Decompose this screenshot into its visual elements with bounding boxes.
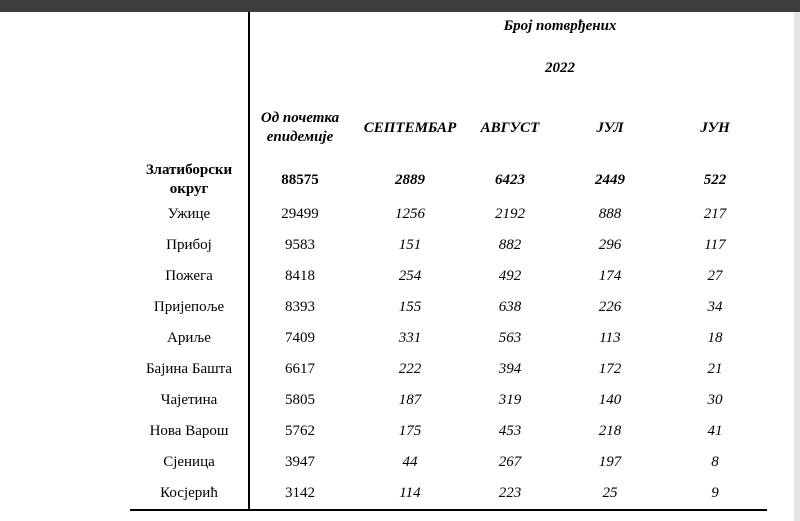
- row-total: 29499: [281, 205, 319, 222]
- header-month-3: ЈУЛ: [596, 119, 624, 136]
- district-name: Златиборски округ: [145, 162, 233, 197]
- header-month-2: АВГУСТ: [480, 119, 540, 136]
- row-value: 30: [707, 391, 723, 408]
- header-month-4: ЈУН: [700, 119, 730, 136]
- row-value: 222: [398, 360, 422, 377]
- row-total: 3947: [285, 453, 315, 470]
- header-month-1: СЕПТЕМБАР: [363, 119, 457, 136]
- row-value: 254: [398, 267, 422, 284]
- group-title: Број потврђених: [503, 18, 617, 34]
- district-value-2: 6423: [495, 171, 525, 188]
- row-value: 331: [398, 329, 422, 346]
- row-total: 9583: [285, 236, 315, 253]
- row-value: 888: [598, 205, 622, 222]
- group-year: 2022: [545, 60, 575, 76]
- row-total: 8418: [285, 267, 315, 284]
- row-value: 1256: [395, 205, 425, 222]
- row-name: Прибој: [166, 236, 212, 253]
- row-value: 44: [402, 453, 418, 470]
- row-value: 113: [599, 329, 621, 346]
- row-value: 8: [711, 453, 719, 470]
- window-top-bar: [0, 0, 800, 12]
- row-value: 187: [398, 391, 422, 408]
- row-value: 114: [399, 484, 421, 501]
- row-value: 9: [711, 484, 719, 501]
- row-value: 197: [598, 453, 622, 470]
- row-name: Нова Варош: [149, 422, 229, 439]
- row-name: Пожега: [165, 267, 213, 284]
- district-total: 88575: [281, 171, 319, 188]
- row-value: 882: [498, 236, 522, 253]
- row-value: 226: [598, 298, 622, 315]
- row-name: Ужице: [167, 205, 211, 222]
- row-total: 6617: [285, 360, 315, 377]
- district-value-4: 522: [703, 171, 727, 188]
- row-total: 5805: [285, 391, 315, 408]
- row-total: 3142: [285, 484, 315, 501]
- row-value: 34: [707, 298, 723, 315]
- row-value: 18: [707, 329, 723, 346]
- row-total: 8393: [285, 298, 315, 315]
- row-value: 638: [498, 298, 522, 315]
- row-value: 41: [707, 422, 723, 439]
- row-name: Косјерић: [160, 484, 218, 501]
- row-value: 174: [598, 267, 622, 284]
- row-value: 172: [598, 360, 622, 377]
- row-value: 151: [398, 236, 422, 253]
- row-value: 27: [707, 267, 723, 284]
- table-bottom-rule: [130, 509, 767, 511]
- row-value: 267: [498, 453, 522, 470]
- row-value: 21: [707, 360, 723, 377]
- row-value: 223: [498, 484, 522, 501]
- table-vertical-rule: [248, 12, 250, 509]
- row-value: 25: [602, 484, 618, 501]
- row-value: 563: [498, 329, 522, 346]
- row-name: Пријепоље: [153, 298, 225, 315]
- row-total: 7409: [285, 329, 315, 346]
- row-value: 217: [703, 205, 727, 222]
- header-total: Од почетка епидемије: [260, 110, 340, 145]
- row-name: Бајина Башта: [145, 360, 233, 377]
- row-value: 453: [498, 422, 522, 439]
- district-value-1: 2889: [395, 171, 425, 188]
- row-value: 296: [598, 236, 622, 253]
- row-value: 492: [498, 267, 522, 284]
- district-value-3: 2449: [595, 171, 625, 188]
- row-value: 175: [398, 422, 422, 439]
- row-name: Сјеница: [163, 453, 215, 470]
- page-edge: [794, 12, 800, 521]
- row-total: 5762: [285, 422, 315, 439]
- row-value: 218: [598, 422, 622, 439]
- row-value: 2192: [495, 205, 525, 222]
- row-value: 117: [704, 236, 726, 253]
- row-value: 155: [398, 298, 422, 315]
- row-value: 394: [498, 360, 522, 377]
- row-name: Ариље: [167, 329, 211, 346]
- row-value: 319: [498, 391, 522, 408]
- row-value: 140: [598, 391, 622, 408]
- row-name: Чајетина: [160, 391, 218, 408]
